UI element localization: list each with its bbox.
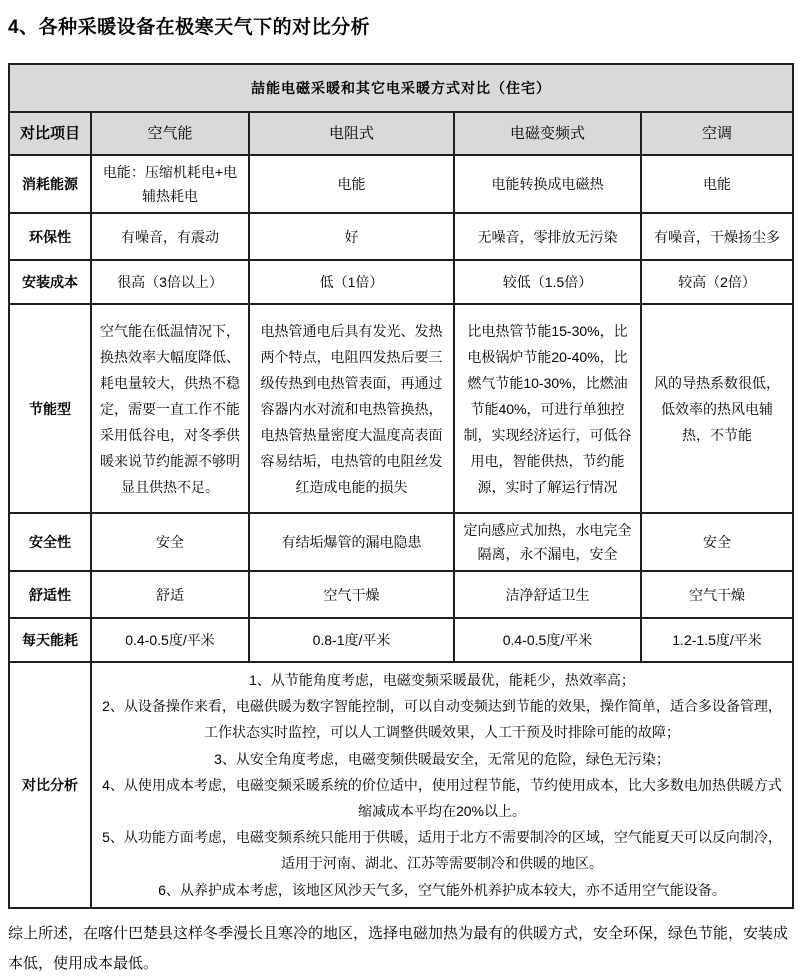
comparison-table [8,63,794,909]
column-header-em-inverter: 电磁变频式 [454,112,641,155]
row-comfort [9,571,793,618]
analysis-item-1: 1、从节能角度考虑，电磁变频采暖最优，能耗少，热效率高； [249,672,635,688]
row-label-comfort: 舒适性 [9,571,91,618]
cell-energy-resistance: 电能 [249,155,454,213]
cell-eco-em-inverter: 无噪音，零排放无污染 [454,213,641,260]
cell-comfort-resistance: 空气干燥 [249,571,454,618]
row-comparison-analysis [9,662,793,908]
column-header-air-source: 空气能 [91,112,249,155]
row-energy-consumption [9,155,793,213]
cell-install-resistance: 低（1倍） [249,260,454,304]
cell-energy-em-inverter: 电能转换成电磁热 [454,155,641,213]
row-label-comparison-analysis: 对比分析 [9,662,91,908]
table-title-row [9,64,793,112]
cell-safety-air-source: 安全 [91,513,249,571]
cell-eco-air-conditioner: 有噪音，干燥扬尘多 [641,213,793,260]
row-label-safety: 安全性 [9,513,91,571]
cell-daily-resistance: 0.8-1度/平米 [249,618,454,662]
cell-comfort-air-conditioner: 空气干燥 [641,571,793,618]
analysis-item-6: 6、从养护成本考虑，该地区风沙天气多，空气能外机养护成本较大，亦不适用空气能设备。 [158,881,726,898]
row-label-eco-friendliness: 环保性 [9,213,91,260]
analysis-item-3: 3、从安全角度考虑，电磁变频供暖最安全，无常见的危险，绿色无污染； [214,750,670,767]
row-installation-cost [9,260,793,304]
cell-install-em-inverter: 较低（1.5倍） [454,260,641,304]
cell-saving-air-conditioner: 风的导热系数很低，低效率的热风电辅热，不节能 [641,304,793,513]
table-title: 喆能电磁采暖和其它电采暖方式对比（住宅） [9,64,793,112]
cell-energy-air-conditioner: 电能 [641,155,793,213]
row-eco-friendliness [9,213,793,260]
row-label-daily-consumption: 每天能耗 [9,618,91,662]
cell-saving-resistance: 电热管通电后具有发光、发热两个特点，电阻四发热后要三级传热到电热管表面，再通过容器内水对流和电热管换热，电热管热量密度大温度高表面容易结垢，电热管的电阻丝发红造成电能的损失 [249,304,454,513]
cell-daily-air-conditioner: 1.2-1.5度/平米 [641,618,793,662]
cell-install-air-source: 很高（3倍以上） [91,260,249,304]
page-heading: 4、各种采暖设备在极寒天气下的对比分析 [8,17,371,38]
cell-saving-air-source: 空气能在低温情况下，换热效率大幅度降低、耗电量较大，供热不稳定，需要一直工作不能采用低谷电，对冬季供暖来说节约能源不够明显且供热不足。 [91,304,249,513]
analysis-item-4: 4、从使用成本考虑，电磁变频采暖系统的价位适中，使用过程节能，节约使用成本，比大多数电加热供暖方式缩减成本平均在20%以上。 [102,776,782,820]
cell-eco-resistance: 好 [249,213,454,260]
row-safety [9,513,793,571]
cell-safety-em-inverter: 定向感应式加热，水电完全隔离，永不漏电，安全 [454,513,641,571]
row-label-energy-saving: 节能型 [9,304,91,513]
row-label-installation-cost: 安装成本 [9,260,91,304]
cell-safety-air-conditioner: 安全 [641,513,793,571]
cell-comfort-air-source: 舒适 [91,571,249,618]
cell-daily-em-inverter: 0.4-0.5度/平米 [454,618,641,662]
cell-saving-em-inverter: 比电热管节能15-30%，比电极锅炉节能20-40%，比燃气节能10-30%，比燃油节能40%，可进行单独控制，实现经济运行，可低谷用电，智能供热，节约能源，实时了解运行情况 [454,304,641,513]
cell-install-air-conditioner: 较高（2倍） [641,260,793,304]
cell-daily-air-source: 0.4-0.5度/平米 [91,618,249,662]
row-label-energy-consumption: 消耗能源 [9,155,91,213]
cell-safety-resistance: 有结垢爆管的漏电隐患 [249,513,454,571]
column-header-items: 对比项目 [9,112,91,155]
row-energy-saving [9,304,793,513]
column-header-resistance: 电阻式 [249,112,454,155]
analysis-item-2: 2、从设备操作来看，电磁供暖为数字智能控制，可以自动变频达到节能的效果，操作简单，适合多设备管理，工作状态实时监控，可以人工调整供暖效果，人工干预及时排除可能的故障； [102,698,782,741]
comparison-analysis-content [91,662,793,908]
conclusion-text: 综上所述，在喀什巴楚县这样冬季漫长且寒冷的地区，选择电磁加热为最有的供暖方式，安全环保，绿色节能，安装成本低，使用成本最低。 [8,924,789,972]
row-daily-consumption [9,618,793,662]
analysis-item-5: 5、从功能方面考虑，电磁变频系统只能用于供暖，适用于北方不需要制冷的区域，空气能夏天可以反向制冷，适用于河南、湖北、江苏等需要制冷和供暖的地区。 [102,829,782,872]
cell-energy-air-source: 电能：压缩机耗电+电辅热耗电 [91,155,249,213]
cell-comfort-em-inverter: 洁净舒适卫生 [454,571,641,618]
column-header-row [9,112,793,155]
column-header-air-conditioner: 空调 [641,112,793,155]
cell-eco-air-source: 有噪音，有震动 [91,213,249,260]
